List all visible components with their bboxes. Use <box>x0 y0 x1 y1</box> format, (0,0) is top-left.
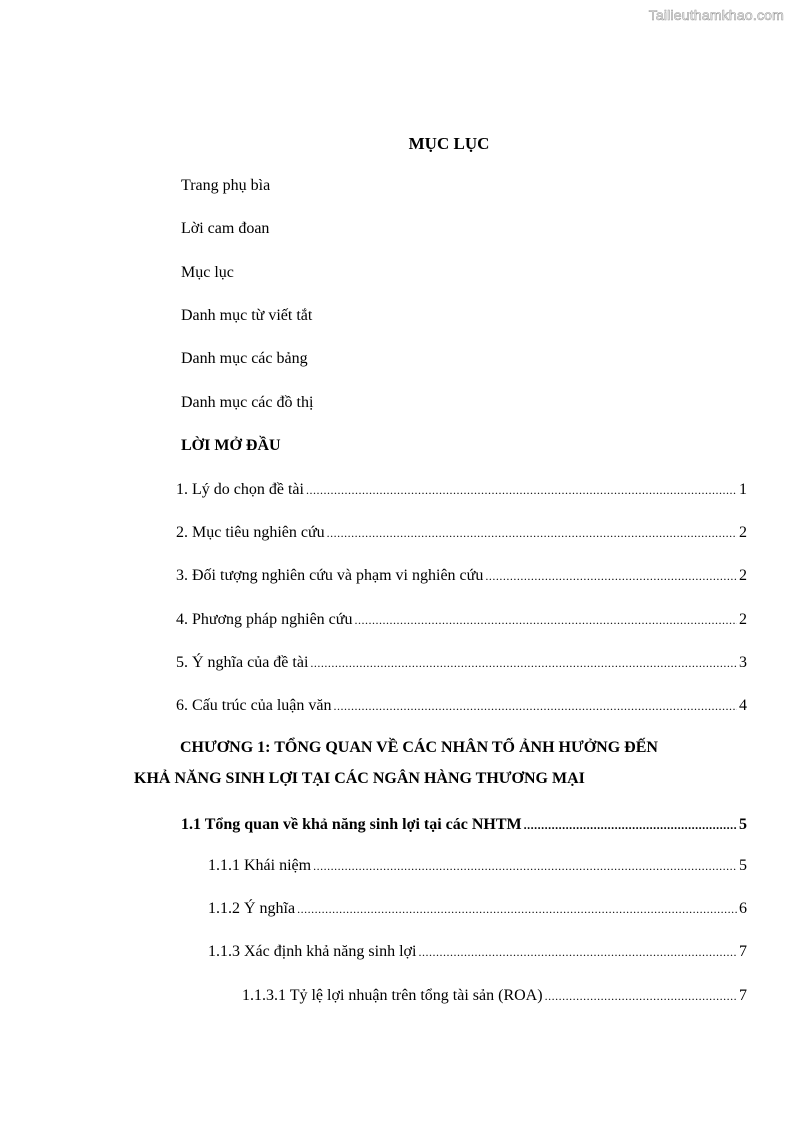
toc-front-muc-luc: Mục lục <box>181 264 234 281</box>
dot-leader <box>545 986 737 1006</box>
toc-entry-page: 7 <box>739 943 747 960</box>
toc-entry-label: 3. Đối tượng nghiên cứu và phạm vi nghiên cứu <box>176 567 484 584</box>
dot-leader <box>310 653 737 673</box>
toc-entry-label: 1.1 Tổng quan về khả năng sinh lợi tại các NHTM <box>181 816 522 833</box>
dot-leader <box>297 899 737 919</box>
toc-entry-page: 5 <box>739 857 747 874</box>
toc-entry-label: 1. Lý do chọn đề tài <box>176 481 304 498</box>
toc-entry-label: 6. Cấu trúc của luận văn <box>176 697 332 714</box>
dot-leader <box>334 696 738 716</box>
toc-entry-subsection <box>208 856 747 876</box>
dot-leader <box>306 480 737 500</box>
toc-entry-page: 7 <box>739 987 747 1004</box>
toc-entry-page: 2 <box>739 611 747 628</box>
chapter-heading-line-1: CHƯƠNG 1: TỔNG QUAN VỀ CÁC NHÂN TỐ ẢNH HƯỞNG ĐẾN <box>180 739 658 756</box>
toc-front-danh-muc-cac-do-thi: Danh mục các đồ thị <box>181 394 314 411</box>
toc-entry-page: 3 <box>739 654 747 671</box>
toc-entry-label: 1.1.1 Khái niệm <box>208 857 312 874</box>
toc-front-trang-phu-bia: Trang phụ bìa <box>181 177 271 194</box>
intro-heading: LỜI MỞ ĐẦU <box>181 437 281 454</box>
watermark: Tailieuthamkhao.com <box>648 7 784 23</box>
toc-entry <box>176 696 747 716</box>
toc-entry-page: 5 <box>739 816 747 833</box>
toc-entry-label: 1.1.3.1 Tỷ lệ lợi nhuận trên tổng tài sản (ROA) <box>242 987 543 1004</box>
toc-entry-section <box>181 815 747 835</box>
toc-entry-subsubsection <box>242 986 747 1006</box>
toc-entry <box>176 480 747 500</box>
dot-leader <box>418 942 737 962</box>
toc-entry-label: 1.1.2 Ý nghĩa <box>208 900 296 917</box>
page-title: MỤC LỤC <box>408 134 490 153</box>
toc-front-danh-muc-tu-viet-tat: Danh mục từ viết tắt <box>181 307 313 324</box>
toc-entry-label: 1.1.3 Xác định khả năng sinh lợi <box>208 943 417 960</box>
toc-entry-page: 4 <box>739 697 747 714</box>
toc-entry-page: 2 <box>739 567 747 584</box>
dot-leader <box>354 610 737 630</box>
toc-entry-subsection <box>208 942 747 962</box>
dot-leader <box>485 566 737 586</box>
dot-leader <box>327 523 737 543</box>
toc-entry <box>176 566 747 586</box>
toc-entry-page: 2 <box>739 524 747 541</box>
toc-front-loi-cam-doan: Lời cam đoan <box>181 220 270 237</box>
dot-leader <box>524 815 737 835</box>
toc-entry-subsection <box>208 899 747 919</box>
toc-entry <box>176 523 747 543</box>
toc-entry-label: 2. Mục tiêu nghiên cứu <box>176 524 325 541</box>
toc-entry <box>176 610 747 630</box>
toc-entry-label: 5. Ý nghĩa của đề tài <box>176 654 309 671</box>
toc-entry-label: 4. Phương pháp nghiên cứu <box>176 611 353 628</box>
toc-entry-page: 1 <box>739 481 747 498</box>
toc-entry <box>176 653 747 673</box>
dot-leader <box>313 856 737 876</box>
toc-front-danh-muc-cac-bang: Danh mục các bảng <box>181 350 308 367</box>
chapter-heading-line-2: KHẢ NĂNG SINH LỢI TẠI CÁC NGÂN HÀNG THƯƠNG MẠI <box>134 770 585 787</box>
toc-entry-page: 6 <box>739 900 747 917</box>
